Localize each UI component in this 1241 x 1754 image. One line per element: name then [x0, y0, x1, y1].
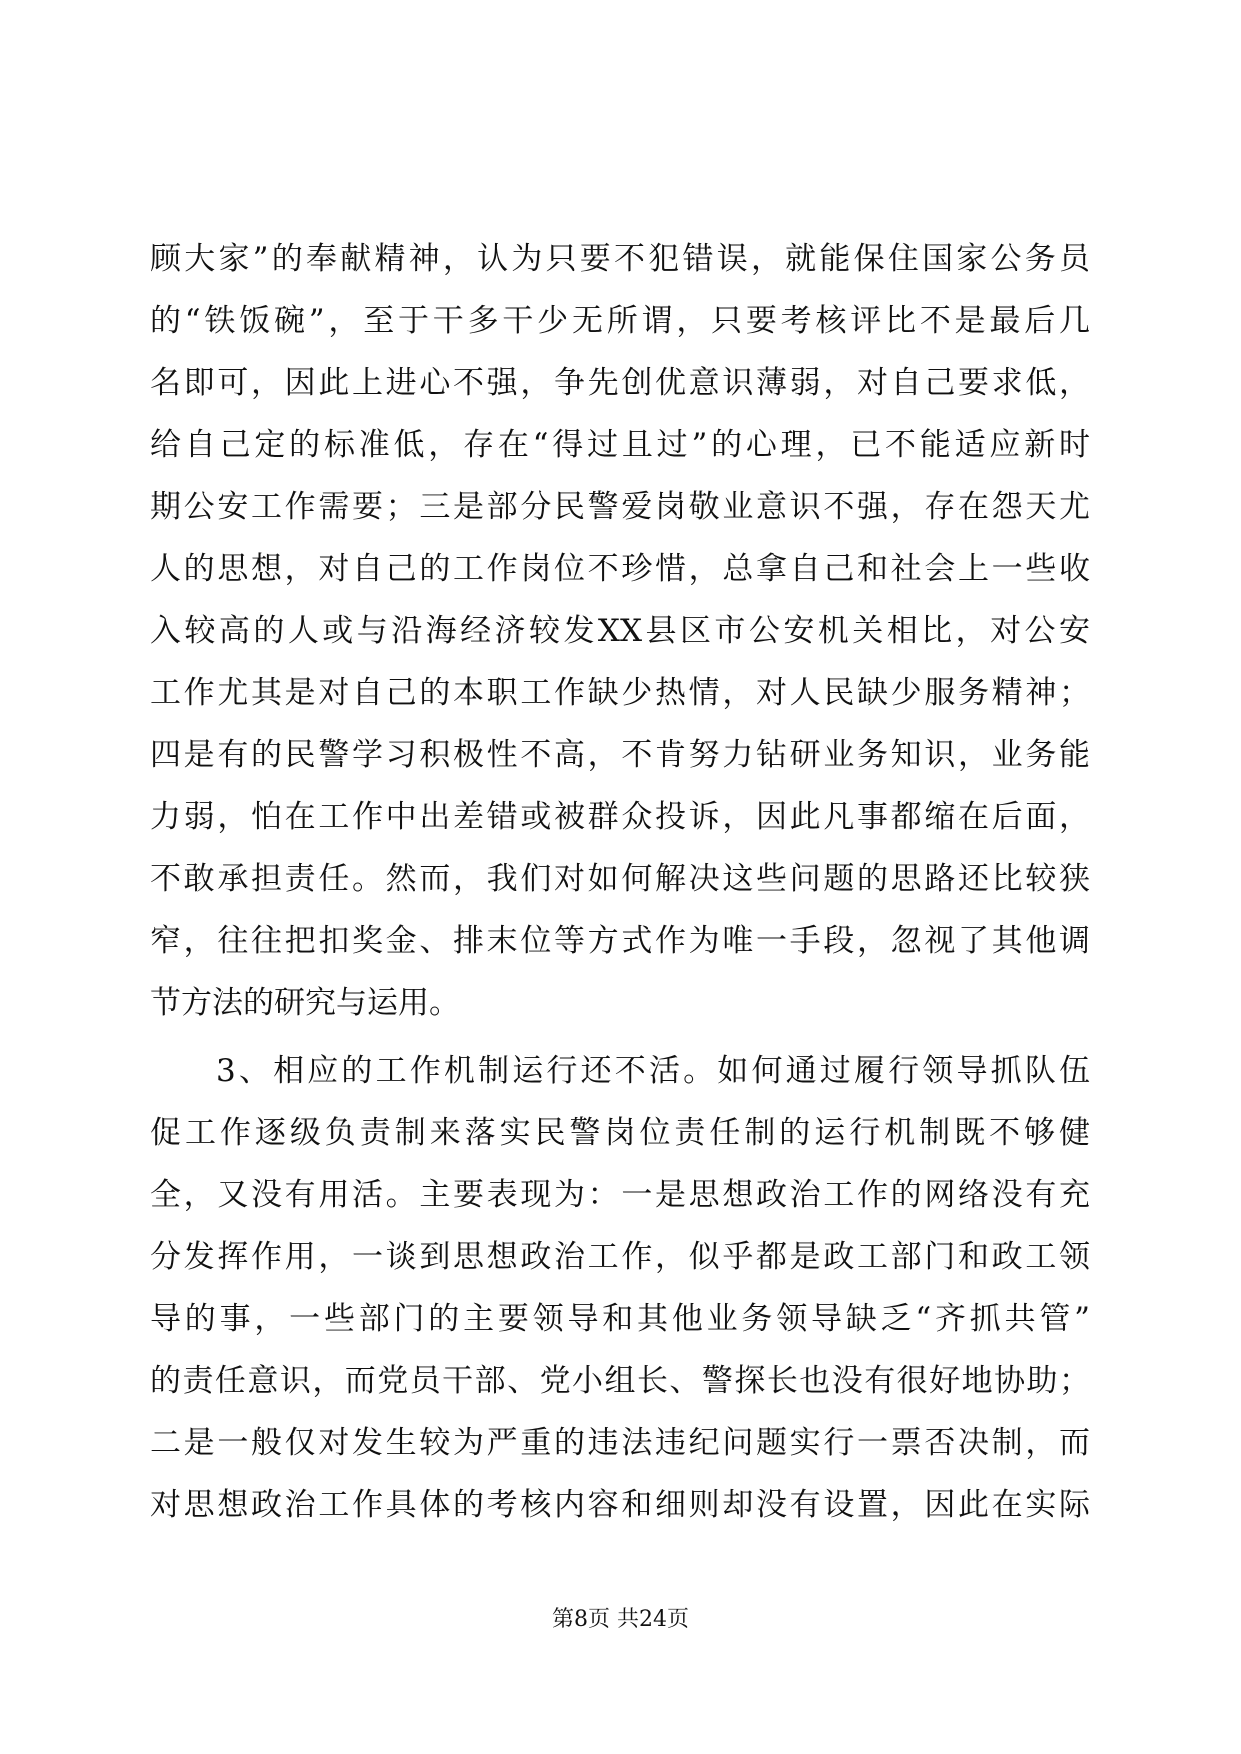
- document-body: [150, 228, 1090, 1536]
- text-line: 人的思想，对自己的工作岗位不珍惜，总拿自己和社会上一些收: [150, 551, 1090, 587]
- text-line: 促工作逐级负责制来落实民警岗位责任制的运行机制既不够健: [150, 1115, 1090, 1151]
- text-line: 导的事，一些部门的主要领导和其他业务领导缺乏“齐抓共管”: [150, 1301, 1090, 1337]
- text-line: 不敢承担责任。然而，我们对如何解决这些问题的思路还比较狭: [150, 861, 1090, 897]
- text-line: 工作尤其是对自己的本职工作缺少热情，对人民缺少服务精神；: [150, 675, 1090, 711]
- text-line: 名即可，因此上进心不强，争先创优意识薄弱，对自己要求低，: [150, 365, 1090, 401]
- text-line: 顾大家”的奉献精神，认为只要不犯错误，就能保住国家公务员: [150, 241, 1090, 277]
- text-line: 期公安工作需要；三是部分民警爱岗敬业意识不强，存在怨天尤: [150, 489, 1090, 525]
- text-line: 的责任意识，而党员干部、党小组长、警探长也没有很好地协助；: [150, 1363, 1090, 1399]
- text-line: 给自己定的标准低，存在“得过且过”的心理，已不能适应新时: [150, 427, 1090, 463]
- text-line: 的“铁饭碗”，至于干多干少无所谓，只要考核评比不是最后几: [150, 303, 1090, 339]
- text-line: 四是有的民警学习积极性不高，不肯努力钻研业务知识，业务能: [150, 737, 1090, 773]
- text-line: 窄，往往把扣奖金、排末位等方式作为唯一手段，忽视了其他调: [150, 923, 1090, 959]
- text-line: 分发挥作用，一谈到思想政治工作，似乎都是政工部门和政工领: [150, 1239, 1090, 1275]
- paragraph-2: [150, 1040, 1090, 1536]
- page-number-footer: 第8页 共24页: [552, 1607, 689, 1632]
- text-line: 力弱，怕在工作中出差错或被群众投诉，因此凡事都缩在后面，: [150, 799, 1090, 835]
- text-line: 二是一般仅对发生较为严重的违法违纪问题实行一票否决制，而: [150, 1425, 1090, 1461]
- text-line: 全，又没有用活。主要表现为：一是思想政治工作的网络没有充: [150, 1177, 1090, 1213]
- paragraph-1: [150, 228, 1090, 1034]
- text-line: 对思想政治工作具体的考核内容和细则却没有设置，因此在实际: [150, 1487, 1090, 1523]
- text-line: 入较高的人或与沿海经济较发XX县区市公安机关相比，对公安: [150, 613, 1090, 649]
- text-line: 节方法的研究与运用。: [150, 985, 460, 1021]
- text-line: 3、相应的工作机制运行还不活。如何通过履行领导抓队伍: [216, 1053, 1090, 1089]
